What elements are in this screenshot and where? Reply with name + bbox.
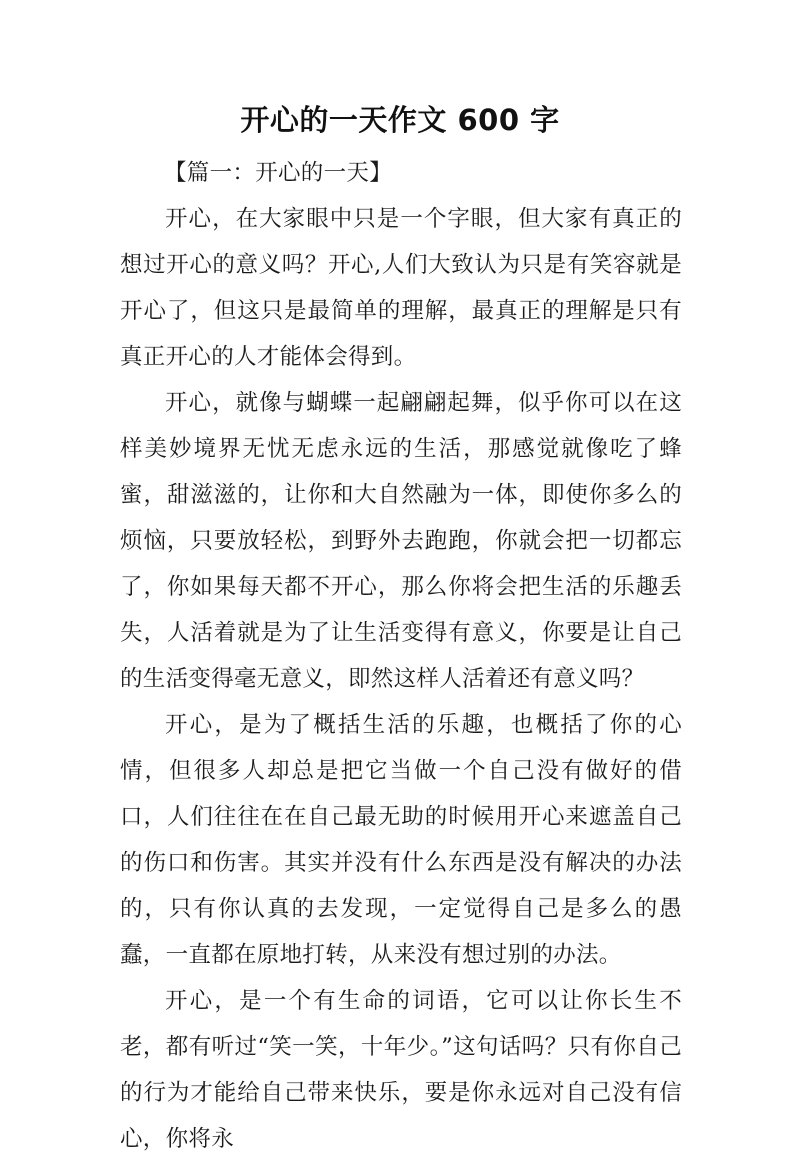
document-title: 开心的一天作文 600 字 (240, 103, 560, 137)
section-heading: 【篇一：开心的一天】 (164, 160, 393, 186)
document-body (120, 150, 682, 1162)
paragraph-2: 开心，就像与蝴蝶一起翩翩起舞，似乎你可以在这样美妙境界无忧无虑永远的生活，那感觉就像吃了蜂蜜，甜滋滋的，让你和大自然融为一体，即使你多么的烦恼，只要放轻松，到野外去跑跑，你就会把一切都忘了，你如果每天都不开心，那么你将会把生活的乐趣丢失，人活着就是为了让生活变得有意义，你要是让自己的生活变得毫无意义，即然这样人活着还有意义吗？ (120, 390, 682, 692)
paragraph-1: 开心，在大家眼中只是一个字眼，但大家有真正的想过开心的意义吗？开心,人们大致认为只是有笑容就是开心了，但这只是最简单的理解，最真正的理解是只有真正开心的人才能体会得到。 (120, 206, 682, 370)
paragraph-4: 开心，是一个有生命的词语，它可以让你长生不老，都有听过“笑一笑，十年少。”这句话吗？只有你自己的行为才能给自己带来快乐，要是你永远对自己没有信心，你将永 (120, 988, 682, 1152)
paragraph-3: 开心，是为了概括生活的乐趣，也概括了你的心情，但很多人却总是把它当做一个自己没有做好的借口，人们往往在在自己最无助的时候用开心来遮盖自己的伤口和伤害。其实并没有什么东西是没有解决的办法的，只有你认真的去发现，一定觉得自己是多么的愚蠢，一直都在原地打转，从来没有想过别的办法。 (120, 712, 682, 968)
